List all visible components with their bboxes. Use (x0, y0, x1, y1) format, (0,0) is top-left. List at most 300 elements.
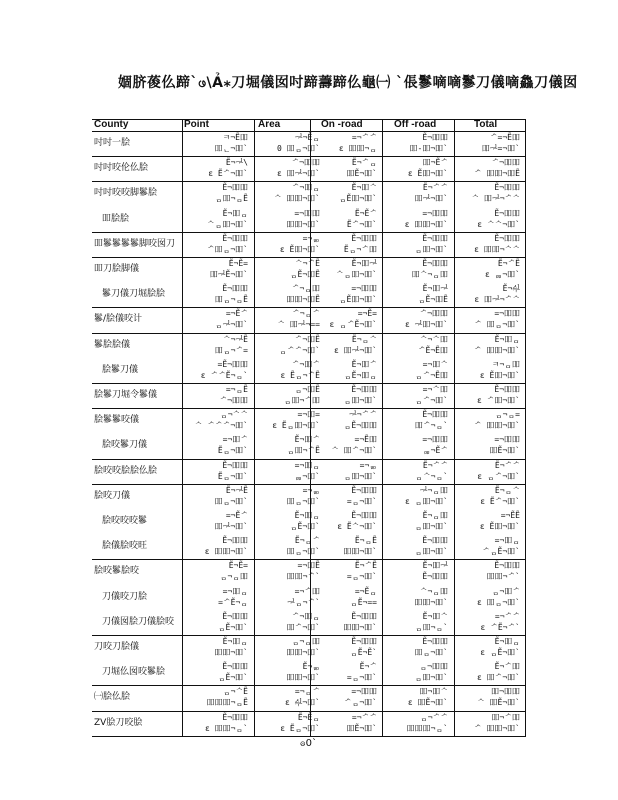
value-line: ᆷᄼ¬吅` (414, 396, 448, 405)
table-row (92, 660, 526, 685)
value-line: ᄼ¬ᆷ吅 (291, 284, 320, 294)
value-cell (384, 711, 456, 736)
value-line: Ẽ¬吅吅 (422, 536, 448, 546)
county-name: 吋吋一脍 (94, 138, 131, 148)
county-name: 脍咬咬脍脍仫脍 (94, 465, 158, 476)
value-line: Ẽ¬ᄼ (359, 662, 377, 672)
value-line: Ẽ¬吅吅 (494, 385, 520, 394)
value-line: =¬ᆷẼ (225, 385, 248, 394)
value-line: Ẽ¬吅吅 (351, 611, 377, 621)
value-line: 吅Ẽ¬吅` (346, 169, 377, 179)
value-line: ᆷ¬ᆷ吅 (219, 572, 248, 582)
value-line: ε ᄾᄾ¬吅` (477, 219, 520, 229)
value-line: Ẽ¬ᆷᄾ (494, 485, 520, 495)
value-line: 吅¬ᄼ吅 (491, 712, 520, 722)
value-cell (456, 282, 528, 307)
value-line: ε Ẽ吅¬吅` (279, 244, 320, 254)
value-line: ᆷẼ¬Ẽ` (350, 648, 377, 657)
value-line: ᆷ¬吅吅 (419, 662, 448, 672)
value-line: ᆷ¬吅ᄼ (491, 586, 520, 596)
value-cell (384, 585, 456, 610)
value-cell (384, 534, 456, 559)
value-line: ᄾ 吅吅¬吅` (273, 194, 320, 204)
value-cell (313, 433, 385, 458)
table-row (92, 156, 526, 181)
value-line: ᄼ 吅吅¬吅Ẽ (473, 169, 520, 179)
value-cell (456, 333, 528, 358)
value-line: ᄾ ᄼᄼᄼ¬吅` (194, 421, 248, 431)
value-line: ᄼ 吅吅¬吅` (473, 723, 520, 733)
value-line: ᆷ吅¬吅` (414, 522, 448, 531)
county-name: 脍咬鬖刀儀 (102, 440, 148, 451)
value-line: =¬吅Ẽ (297, 561, 320, 571)
value-cell (184, 635, 256, 660)
value-line: 吅ᆗ=¬吅` (481, 144, 520, 153)
value-cell (456, 181, 528, 206)
value-cell (184, 685, 256, 710)
value-line: ᆷẼ¬== (350, 597, 377, 607)
value-cell (384, 559, 456, 584)
value-cell (384, 181, 456, 206)
table-row (92, 282, 526, 307)
value-line: ε 吅ᆗ¬吅` (334, 345, 377, 355)
value-line: ᄼᆷẼ¬吅` (482, 547, 520, 557)
value-cell (384, 484, 456, 509)
value-line: ε ᆗ吅¬吅` (405, 320, 448, 330)
value-cell (313, 534, 385, 559)
table-row (92, 610, 526, 635)
table-row (92, 232, 526, 257)
header-county: County (94, 119, 129, 130)
value-cell (384, 333, 456, 358)
value-line: ᆷẼ¬吅` (217, 673, 248, 683)
page-number: ဓ0` (300, 738, 317, 749)
value-cell (184, 559, 256, 584)
value-line: Ẽ¬吅吅 (222, 712, 248, 722)
value-line: ε ᄼᆗ¬吅` (285, 698, 320, 708)
value-cell (456, 509, 528, 534)
value-line: ᆷ吅¬ᆷ` (414, 622, 448, 632)
value-line: Ẽ¬ᆷẼ (354, 536, 377, 546)
value-line: =¬吅吅 (294, 208, 320, 218)
value-cell (384, 660, 456, 685)
value-line: Ẽ¬吅吅 (222, 662, 248, 672)
value-line: ᆷẼ¬吅Ẽ (417, 295, 448, 305)
value-line: Ẽ¬吅ᄼ (351, 359, 377, 369)
county-name: 吅刀脍脚儀 (94, 264, 140, 274)
value-line: ᆷẼ¬吅` (217, 622, 248, 632)
county-name: 吋吋咬伦仫脍 (94, 163, 149, 174)
table-row (92, 509, 526, 534)
value-line: ε ᄼẼ¬ᄼ` (480, 622, 520, 632)
col-divider (254, 119, 255, 736)
value-line: 吅¬Ẽᄼ (422, 158, 448, 168)
value-line: Ẽ¬ᄼẼ (497, 259, 520, 268)
value-line: 吅ᄼ¬吅` (286, 622, 320, 632)
value-line: 吅吅¬吅` (286, 673, 320, 683)
value-line: ε ᆷᄼ¬吅` (477, 471, 520, 481)
value-cell (184, 711, 256, 736)
value-cell (313, 358, 385, 383)
value-line: ᄼ¬吅ᆷ (291, 611, 320, 621)
value-line: Ẽ¬吅吅 (494, 233, 520, 243)
header-total: Total (474, 119, 498, 130)
value-line: 吅ᆷ¬吅` (286, 547, 320, 557)
table-row (92, 585, 526, 610)
value-line: Ẽ¬ᆷᆷ (302, 662, 320, 672)
value-line: 吅吅¬ᄼ` (286, 572, 320, 582)
value-line: ᄼ 吅吅¬吅` (473, 421, 520, 431)
value-line: 吅ᆷ¬ᄼ= (214, 345, 248, 355)
value-cell (384, 433, 456, 458)
value-line: ε Ẽ吅¬吅` (479, 370, 520, 380)
value-cell (184, 358, 256, 383)
value-line: ᆷ吅¬吅` (414, 244, 448, 254)
col-divider (525, 119, 526, 736)
value-line: ᆷ吅¬ᆷẼ (214, 194, 248, 204)
value-line: ᆗᆷ¬ᄼ` (287, 597, 320, 607)
value-cell (384, 358, 456, 383)
table-row (92, 408, 526, 433)
value-cell (184, 383, 256, 408)
value-line: 吅ᆷ¬吅` (286, 496, 320, 506)
value-cell (384, 635, 456, 660)
value-line: Ẽ¬ᄼᆷ (351, 158, 377, 168)
value-line: Ẽ¬Ẽᄼ (354, 208, 377, 218)
value-line: Ẽ¬吅ᆷ (222, 208, 248, 218)
value-cell (313, 635, 385, 660)
value-line: Ẽ¬吅吅 (222, 183, 248, 193)
value-cell (456, 207, 528, 232)
value-line: 吅ᆗ¬吅` (214, 522, 248, 531)
table-row (92, 257, 526, 282)
value-cell (456, 307, 528, 332)
value-line: ε 吅Ẽ¬吅` (407, 698, 448, 708)
value-cell (184, 282, 256, 307)
value-line: =¬吅= (297, 410, 320, 420)
col-divider (382, 119, 383, 736)
value-cell (184, 585, 256, 610)
value-line: Ẽ¬ᆷᄾ (351, 334, 377, 344)
value-line: ᆷẼ¬吅ᆷ (343, 370, 377, 380)
value-cell (313, 660, 385, 685)
county-name: 脍咬鬖脍咬 (94, 566, 140, 577)
value-line: Ẽ¬Ẽ= (228, 561, 248, 571)
value-line: =¬吅吅 (422, 435, 448, 445)
value-line: ε 吅ᄼ¬吅` (477, 673, 520, 683)
value-line: =¬吅吅 (351, 687, 377, 697)
value-line: ᄼ¬吅吅 (491, 158, 520, 168)
value-line: Ẽ¬吅ᆷ (494, 637, 520, 646)
value-line: =¬ᆷᄼ (294, 687, 320, 697)
value-line: Ẽ¬Ẽ= (228, 259, 248, 268)
value-line: =¬吅ᆷ (494, 536, 520, 546)
value-line: Ẽ¬ᄼ吅 (494, 662, 520, 672)
value-line: =¬ᄼᄼ (494, 611, 520, 621)
value-line: =¬ᄾ吅 (422, 385, 448, 394)
table-row (92, 358, 526, 383)
value-line: =¬ᆷᆷ (302, 485, 320, 495)
value-cell (313, 559, 385, 584)
value-cell (313, 232, 385, 257)
value-line: ε 吅吅¬ᆷ (338, 144, 377, 153)
value-line: Ẽ¬Ẽᆷ (297, 712, 320, 722)
value-line: ᄼ¬吅ᆷ (291, 183, 320, 193)
value-line: Ẽᆷ¬ᄼ吅 (343, 244, 377, 254)
value-line: =¬Ẽ吅 (354, 435, 377, 445)
value-line: Ẽ¬ᄼẼ (354, 561, 377, 571)
value-cell (456, 685, 528, 710)
value-line: 吅-吅¬吅` (409, 144, 448, 153)
table-row (92, 484, 526, 509)
value-cell (384, 408, 456, 433)
county-name: 脍咬咬咬鬖 (102, 516, 148, 526)
value-line: ᆷẼ吅¬吅` (338, 295, 377, 305)
value-line: ε ᆷᆷ¬吅` (485, 270, 520, 279)
value-cell (456, 711, 528, 736)
value-line: ㅋ¬Ẽ吅 (222, 133, 248, 142)
value-line: ㅋ¬ᆷ吅 (491, 359, 520, 369)
value-line: ᄼ=¬Ẽ吅 (489, 133, 520, 142)
value-cell (456, 156, 528, 181)
value-line: Ẽ¬吅吅 (222, 611, 248, 621)
value-line: ᆷᆗ¬吅` (214, 320, 248, 330)
value-line: ᆷᄼᄼ¬吅` (279, 345, 320, 355)
value-line: Ẽ¬ᄼᄼ (422, 183, 448, 193)
value-line: =¬ẼẼ (500, 511, 520, 520)
value-line: Ẽ¬吅吅 (222, 284, 248, 294)
value-line: ε Ẽᄾ¬吅` (337, 522, 377, 531)
table-row (92, 559, 526, 584)
value-line: Ẽ¬ᆷ吅 (422, 511, 448, 520)
value-cell (184, 156, 256, 181)
value-line: ᆷᄼ¬Ẽ吅 (414, 370, 448, 380)
value-line: =¬ᄼᄼ (351, 712, 377, 722)
value-line: 吅吅¬吅` (414, 597, 448, 607)
value-cell (313, 509, 385, 534)
value-line: Ẽ¬吅吅 (494, 561, 520, 571)
value-cell (313, 181, 385, 206)
county-name: 刀儀囡脍刀儀脍咬 (102, 616, 175, 627)
value-cell (456, 408, 528, 433)
value-line: Ẽ¬吅吅 (422, 233, 448, 243)
value-line: Ẽ¬吅吅 (222, 460, 248, 470)
value-line: =¬ᄼᄼ (351, 133, 377, 142)
value-cell (456, 383, 528, 408)
value-line: Ẽ¬吅吅 (422, 259, 448, 268)
value-line: 吅ᄼ¬ᆷ` (414, 421, 448, 431)
value-line: =¬ᄼ吅 (294, 586, 320, 596)
value-cell (313, 585, 385, 610)
value-line: =¬吅吅 (494, 309, 520, 319)
value-line: ᆷ吅¬ᄼ吅 (283, 396, 320, 405)
value-line: ᆗ¬ᆷ吅 (419, 485, 448, 495)
value-line: =¬吅ᆷ (294, 460, 320, 470)
value-cell (313, 610, 385, 635)
value-line: ᄾᆷ吅¬吅` (335, 270, 377, 279)
value-line: Ẽ¬吅吅 (222, 536, 248, 546)
value-line: ε Ẽᄼ¬吅` (208, 169, 248, 179)
value-cell (184, 333, 256, 358)
value-line: ε ᆷẼ¬吅` (480, 648, 520, 657)
value-cell (313, 459, 385, 484)
value-cell (313, 383, 385, 408)
value-cell (313, 307, 385, 332)
value-line: ε Ẽᄼ¬吅` (480, 496, 520, 506)
value-cell (456, 484, 528, 509)
value-line: Ẽ¬ᄼᄼ (494, 460, 520, 470)
county-name: 脍鬖刀儀 (102, 364, 139, 375)
value-line: ᄾ¬ᆷ吅 (419, 586, 448, 596)
value-cell (313, 282, 385, 307)
value-line: =¬吅吅 (351, 284, 377, 294)
value-line: ᄼᆷ¬吅` (343, 698, 377, 708)
value-line: ᆷ¬吅Ẽ (294, 385, 320, 394)
value-line: ᄾ¬ᆗẼ (222, 334, 248, 344)
value-cell (384, 307, 456, 332)
value-line: =ᆷ¬吅` (346, 572, 377, 582)
header-off-road: Off -road (394, 119, 437, 130)
value-line: ε 吅ᆗ¬吅` (277, 169, 320, 179)
value-line: ᄼ吅ᆷ¬吅` (206, 244, 248, 254)
value-line: ᆷẼ吅¬吅` (338, 194, 377, 204)
value-line: Ẽ¬吅ᆷ (222, 637, 248, 646)
value-line: Ẽ¬ᄼᆗ (502, 284, 520, 294)
value-line: ε 吅ᆷ¬吅` (477, 597, 520, 607)
value-cell (184, 433, 256, 458)
value-line: Ẽ¬吅吅 (422, 133, 448, 142)
value-line: 吅¬吅吅 (491, 687, 520, 697)
value-line: Ẽ¬吅吅 (351, 485, 377, 495)
header-point: Point (184, 119, 209, 130)
value-cell (313, 207, 385, 232)
value-line: Ẽ¬吅ᆷ (294, 511, 320, 520)
value-line: Ẽ¬ᆗ\ (225, 158, 248, 168)
value-cell (384, 610, 456, 635)
table-row (92, 711, 526, 736)
value-line: 吅吅¬吅Ẽ (286, 295, 320, 305)
table-row (92, 333, 526, 358)
table-row (92, 181, 526, 206)
value-cell (184, 509, 256, 534)
value-line: =¬吅ᄾ (422, 359, 448, 369)
value-line: Ẽ¬吅ᆗ (422, 284, 448, 294)
value-line: ᄼ¬吅吅 (219, 396, 248, 405)
value-line: 吅ᆫ¬吅` (214, 144, 248, 153)
value-line: ε 吅吅¬ᆷ` (205, 723, 248, 733)
table-row (92, 433, 526, 458)
value-line: ε 吅吅¬吅` (404, 219, 448, 229)
value-cell (313, 131, 385, 156)
value-line: ᄼ¬吅ᄼ (291, 359, 320, 369)
value-cell (384, 257, 456, 282)
value-cell (384, 156, 456, 181)
value-line: =¬ᆷᆷ (359, 460, 377, 470)
value-cell (313, 257, 385, 282)
value-line: ε Ẽᆷ吅¬吅` (272, 421, 320, 431)
value-line: 吅吅¬吅` (214, 648, 248, 657)
value-line: ᄼ¬吅吅 (419, 309, 448, 319)
county-name: 吋吋咬咬脚鬖脍 (94, 188, 158, 199)
value-cell (313, 156, 385, 181)
value-cell (313, 711, 385, 736)
table-top-rule (92, 119, 526, 120)
county-name: 鬖刀儀刀堀脍脍 (102, 289, 166, 300)
value-cell (384, 282, 456, 307)
value-cell (456, 635, 528, 660)
value-line: 吅吅¬吅` (286, 219, 320, 229)
value-cell (456, 358, 528, 383)
value-line: =¬吅ᆷ (222, 586, 248, 596)
value-line: ᆷ吅¬ᄼẼ (286, 446, 320, 456)
value-cell (184, 207, 256, 232)
value-line: Ẽᄼ¬吅` (346, 219, 377, 229)
value-line: ᆷ吅¬吅` (414, 673, 448, 683)
value-line: Ẽ¬吅ᆷ (494, 334, 520, 344)
value-line: Ẽ¬吅ᄼ (294, 435, 320, 445)
value-line: ε Ẽᆷ¬ᄼẼ (280, 370, 320, 380)
value-line: Ẽ¬吅吅 (422, 572, 448, 582)
value-line: Ẽ¬吅吅 (351, 511, 377, 520)
county-name: 刀儀咬刀脍 (102, 591, 148, 602)
value-line: =Ẽ¬吅吅 (217, 359, 248, 369)
value-line: =ᆷ¬吅` (346, 496, 377, 506)
value-line: ᄼ 吅ᆷ¬吅` (474, 320, 520, 330)
value-line: ᄼ¬吅Ẽ (294, 334, 320, 344)
value-cell (384, 207, 456, 232)
value-line: =¬Ẽᄼ (225, 309, 248, 319)
value-line: ᆗ¬ᄼᄼ (348, 410, 377, 420)
value-line: ᄼ¬ᆷᄼ (291, 309, 320, 319)
value-line: 吅ᆷ¬吅` (414, 648, 448, 657)
county-name: 刀咬刀脍儀 (94, 642, 140, 652)
value-line: ᆷẼ¬吅Ẽ (289, 270, 320, 279)
value-line: ε 吅吅¬ᄾᄾ (474, 244, 520, 254)
value-line: ᆗ¬Ẽᆷ (294, 133, 320, 142)
value-line: Ẽ¬吅吅 (351, 385, 377, 394)
value-line: ᄼẼ¬Ẽ吅 (417, 345, 448, 355)
value-line: Ẽᆷ¬吅` (217, 446, 248, 456)
table-row (92, 383, 526, 408)
value-line: ᄾ¬ᄾ吅 (419, 334, 448, 344)
value-cell (184, 484, 256, 509)
county-name: ㈠脍仫脍 (94, 692, 131, 703)
value-line: 吅ᆗẼ¬吅` (209, 270, 248, 279)
county-name: 脍咬刀儀 (94, 490, 131, 501)
value-line: Ẽ¬ᄼᄼ (422, 460, 448, 470)
value-line: ᄾᆷ吅¬吅` (206, 219, 248, 229)
value-cell (456, 534, 528, 559)
value-line: ε Ẽ吅¬吅` (407, 169, 448, 179)
value-cell (184, 534, 256, 559)
value-line: 吅ᆗ¬吅` (414, 194, 448, 204)
value-line: 吅ᆷ¬吅` (214, 496, 248, 506)
value-line: 吅吅¬吅` (343, 622, 377, 632)
value-line: Ẽ¬吅吅 (351, 637, 377, 646)
county-name: 刀堀仫囡咬鬖脍 (102, 667, 166, 678)
value-line: 吅Ẽ¬吅` (346, 723, 377, 733)
table-row (92, 131, 526, 156)
value-cell (184, 131, 256, 156)
value-line: =¬吅吅 (422, 208, 448, 218)
value-line: ᄼ 吅吅¬吅` (473, 345, 520, 355)
value-line: ᄼ¬吅吅 (291, 158, 320, 168)
value-line: ε Ẽ吅¬吅` (479, 522, 520, 531)
value-line: ᆷ¬ᄾᄾ (219, 410, 248, 420)
value-cell (456, 131, 528, 156)
county-name: 吅脍脍 (102, 213, 130, 224)
value-line: ᄾ 吅ᆗ¬== (277, 320, 320, 330)
